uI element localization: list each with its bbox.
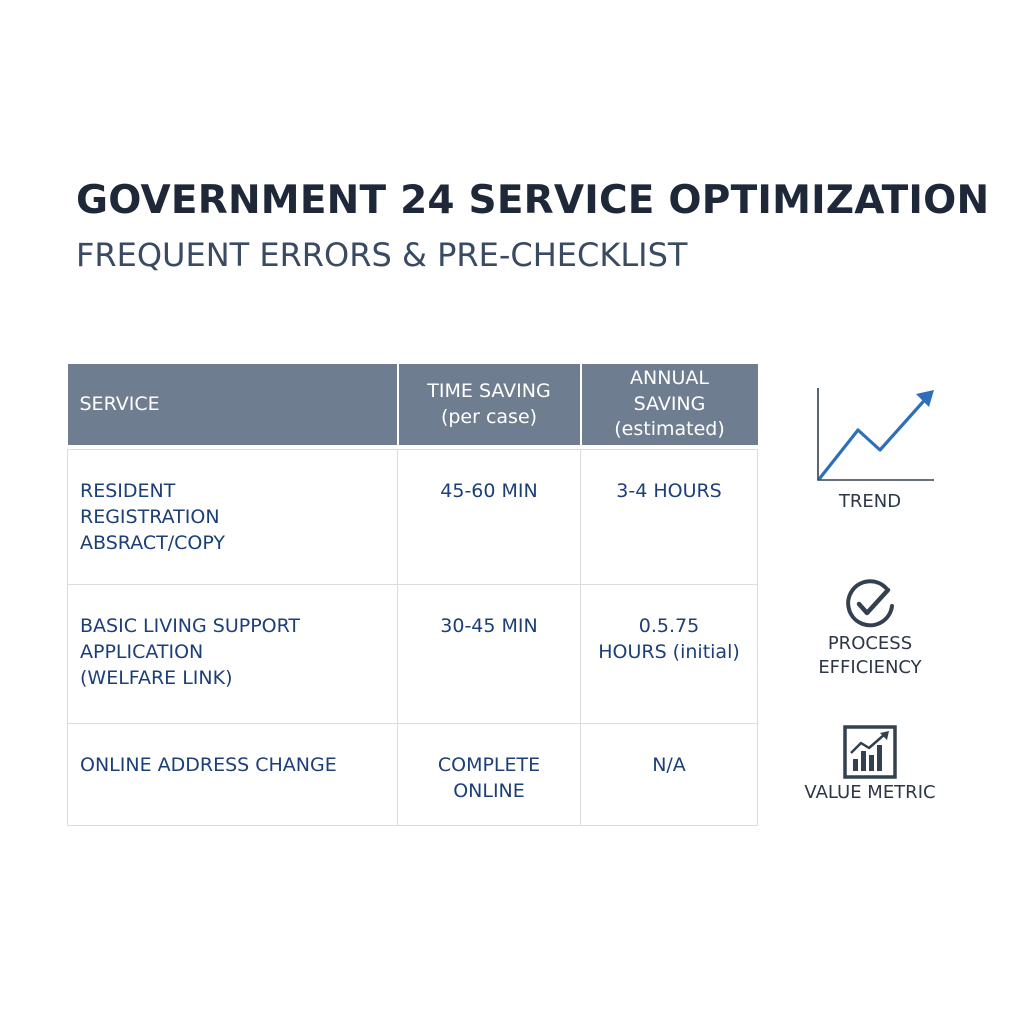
service-savings-table: [67, 364, 758, 826]
column-header-line: (per case): [440, 405, 538, 428]
service-cell: [68, 450, 398, 585]
value-label: VALUE METRIC: [804, 782, 936, 803]
cell-line: COMPLETE ONLINE: [437, 754, 541, 803]
cell-line: ONLINE ADDRESS CHANGE: [80, 754, 337, 776]
trend-label: TREND: [838, 491, 902, 512]
trend-indicator: [790, 380, 950, 514]
cell-line: N/A: [652, 754, 686, 776]
cell-line: REGISTRATION: [80, 506, 220, 529]
service-cell: [68, 585, 398, 724]
cell-line: BASIC LIVING SUPPORT: [80, 615, 301, 637]
value-metric-indicator: [790, 723, 950, 805]
column-header-time-saving: [398, 364, 581, 445]
cell-line: 3-4 HOURS: [616, 480, 722, 502]
cell-line: RESIDENT: [80, 480, 176, 502]
annual-saving-cell: [581, 450, 758, 585]
process-label-line: PROCESS: [827, 633, 913, 654]
time-saving-cell: [398, 450, 581, 585]
column-header-line: TIME SAVING: [427, 379, 551, 402]
cell-line: APPLICATION: [80, 641, 204, 664]
annual-saving-cell: [581, 724, 758, 826]
column-header-line: SERVICE: [79, 392, 160, 415]
table-header-row: [68, 364, 758, 445]
column-header-line: ANNUAL SAVING: [630, 367, 709, 415]
column-header-line: (estimated): [614, 418, 725, 441]
page-subtitle: FREQUENT ERRORS & PRE-CHECKLIST: [76, 236, 688, 274]
cell-line: ABSRACT/COPY: [80, 532, 225, 555]
bar-chart-icon: [840, 723, 900, 781]
service-cell: [68, 724, 398, 826]
time-saving-cell: [398, 724, 581, 826]
trend-line-chart-icon: [800, 380, 940, 490]
cell-line: 45-60 MIN: [440, 480, 538, 502]
check-circle-icon: [840, 576, 900, 632]
page-title: GOVERNMENT 24 SERVICE OPTIMIZATION: [76, 178, 990, 223]
cell-line: HOURS (initial): [598, 641, 740, 664]
annual-saving-cell: [581, 585, 758, 724]
cell-line: 0.5.75: [638, 615, 700, 637]
column-header-service: [68, 364, 398, 445]
cell-line: 30-45 MIN: [440, 615, 538, 637]
process-label-line: EFFICIENCY: [818, 657, 922, 679]
time-saving-cell: [398, 585, 581, 724]
table-row: [68, 450, 758, 585]
cell-line: (WELFARE LINK): [80, 667, 233, 690]
table-row: [68, 724, 758, 826]
process-efficiency-indicator: [790, 576, 950, 681]
column-header-annual-saving: [581, 364, 758, 445]
table-row: [68, 585, 758, 724]
